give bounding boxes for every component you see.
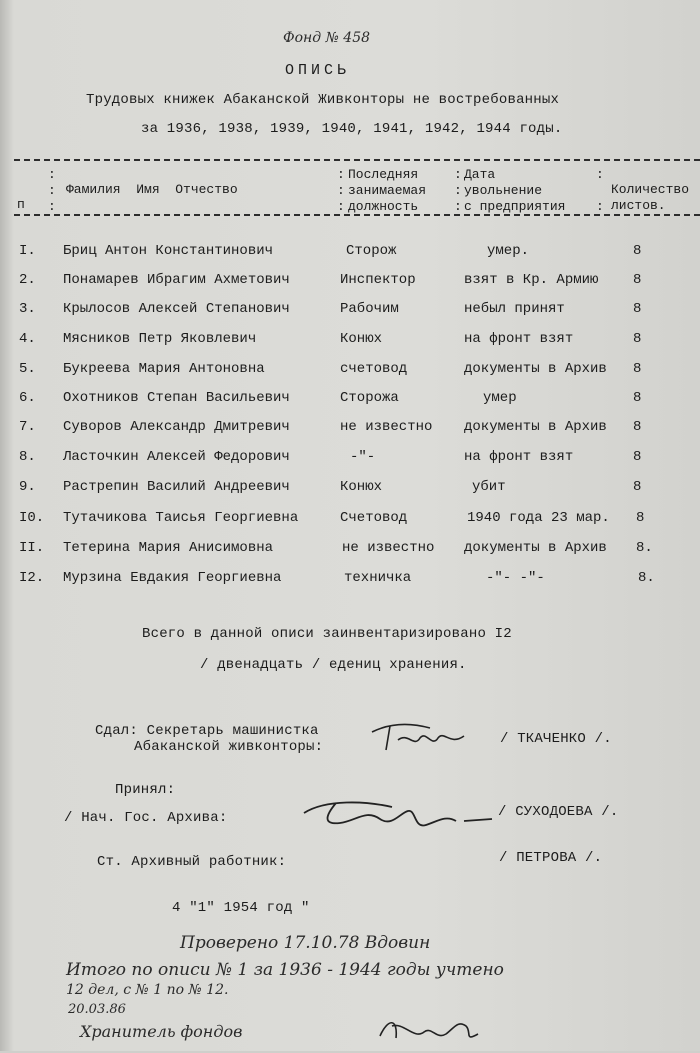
tkachenko-name: / ТКАЧЕНКО /. (500, 731, 612, 747)
row-dismissal: документы в Архив (464, 361, 607, 377)
row-dismissal: умер. (487, 243, 530, 259)
row-sheets: 8 (633, 272, 642, 288)
document-date: 4 "1" 1954 год " (172, 900, 310, 916)
row-dismissal: небыл принят (464, 301, 565, 317)
row-dismissal: 1940 года 23 мар. (467, 510, 610, 526)
row-name: Суворов Александр Дмитревич (63, 419, 290, 435)
header-separator: : : (596, 167, 604, 214)
signature-sukhodoeva (296, 795, 496, 845)
doc-subtitle: Трудовых книжек Абаканской Живконторы не востребованных (86, 92, 560, 108)
row-dismissal: документы в Архив (464, 419, 607, 435)
header-col-dismissal: Дата увольнение с предприятия (464, 167, 566, 214)
row-number: 2. (19, 272, 36, 288)
signature-keeper (374, 1012, 484, 1053)
row-name: Крылосов Алексей Степанович (63, 301, 290, 317)
row-number: II. (19, 540, 45, 556)
handwritten-total: Итого по описи № 1 за 1936 - 1944 годы учтено (66, 960, 504, 980)
row-number: 9. (19, 479, 36, 495)
row-name: Мурзина Евдакия Георгиевна (63, 570, 282, 586)
row-position: не известно (340, 419, 433, 435)
row-position: техничка (344, 570, 412, 586)
row-number: I2. (19, 570, 45, 586)
row-name: Растрепин Василий Андреевич (63, 479, 290, 495)
header-separator: : : : (337, 167, 345, 214)
row-name: Тутачикова Таисья Георгиевна (63, 510, 299, 526)
row-number: 6. (19, 390, 36, 406)
handwritten-units: 12 дел, с № 1 по № 12. (66, 982, 229, 998)
row-sheets: 8. (638, 570, 655, 586)
row-sheets: 8 (636, 510, 645, 526)
accepted-label: Принял: (115, 782, 176, 798)
row-dismissal: -"- -"- (486, 570, 545, 586)
row-sheets: 8 (633, 243, 642, 259)
archive-worker-label: Ст. Архивный работник: (97, 854, 287, 870)
row-number: I. (19, 243, 36, 259)
row-position: Инспектор (340, 272, 416, 288)
doc-title: ОПИСЬ (285, 62, 351, 79)
archive-head-label: / Нач. Гос. Архива: (64, 810, 228, 826)
row-name: Букреева Мария Антоновна (63, 361, 265, 377)
header-col-position: Последняя занимаемая должность (348, 167, 427, 214)
row-position: Счетовод (340, 510, 408, 526)
row-name: Охотников Степан Васильевич (63, 390, 290, 406)
row-sheets: 8 (633, 449, 642, 465)
fund-number: Фонд № 458 (283, 30, 371, 46)
handwritten-keeper: Хранитель фондов (80, 1022, 243, 1041)
header-col-sheets: Количество листов. (611, 182, 690, 213)
total-line-1: Всего в данной описи заинвентаризировано I2 (142, 626, 512, 642)
row-number: 7. (19, 419, 36, 435)
row-position: Конюх (340, 479, 383, 495)
row-dismissal: убит (472, 479, 506, 495)
row-number: 8. (19, 449, 36, 465)
row-dismissal: документы в Архив (464, 540, 607, 556)
row-sheets: 8 (633, 390, 642, 406)
row-dismissal: на фронт взят (464, 449, 574, 465)
row-sheets: 8. (636, 540, 653, 556)
handwritten-checked: Проверено 17.10.78 Вдовин (180, 933, 431, 953)
header-separator: : : : (454, 167, 462, 214)
signature-tkachenko (368, 718, 468, 763)
row-name: Ласточкин Алексей Федорович (63, 449, 290, 465)
row-name: Тетерина Мария Анисимовна (63, 540, 274, 556)
row-sheets: 8 (633, 361, 642, 377)
header-separator: : : : (48, 167, 56, 214)
row-position: Сторожа (340, 390, 399, 406)
row-dismissal: на фронт взят (464, 331, 574, 347)
row-name: Бриц Антон Константинович (63, 243, 274, 259)
row-position: Сторож (346, 243, 397, 259)
header-col-name: Фамилия Имя Отчество (66, 182, 238, 197)
sukhodoeva-name: / СУХОДОЕВА /. (498, 804, 619, 820)
row-position: счетовод (340, 361, 408, 377)
total-line-2: / двенадцать / едениц хранения. (200, 657, 467, 673)
header-col-number: п (17, 197, 25, 212)
row-position: Рабочим (340, 301, 399, 317)
row-name: Мясников Петр Яковлевич (63, 331, 257, 347)
doc-years: за 1936, 1938, 1939, 1940, 1941, 1942, 1944 годы. (141, 121, 563, 137)
row-number: 5. (19, 361, 36, 377)
row-sheets: 8 (633, 301, 642, 317)
header-top-rule (14, 159, 700, 161)
row-position: не известно (342, 540, 435, 556)
row-sheets: 8 (633, 479, 642, 495)
row-number: I0. (19, 510, 45, 526)
handed-over-org: Абаканской живконторы: (134, 739, 324, 755)
row-position: Конюх (340, 331, 383, 347)
row-sheets: 8 (633, 331, 642, 347)
row-dismissal: взят в Кр. Армию (464, 272, 599, 288)
handwritten-date: 20.03.86 (68, 1002, 126, 1017)
row-name: Понамарев Ибрагим Ахметович (63, 272, 290, 288)
handed-over-label: Сдал: Секретарь машинистка (95, 723, 319, 739)
row-number: 4. (19, 331, 36, 347)
row-position: -"- (350, 449, 376, 465)
row-sheets: 8 (633, 419, 642, 435)
row-number: 3. (19, 301, 36, 317)
row-dismissal: умер (483, 390, 517, 406)
petrova-name: / ПЕТРОВА /. (499, 850, 603, 866)
